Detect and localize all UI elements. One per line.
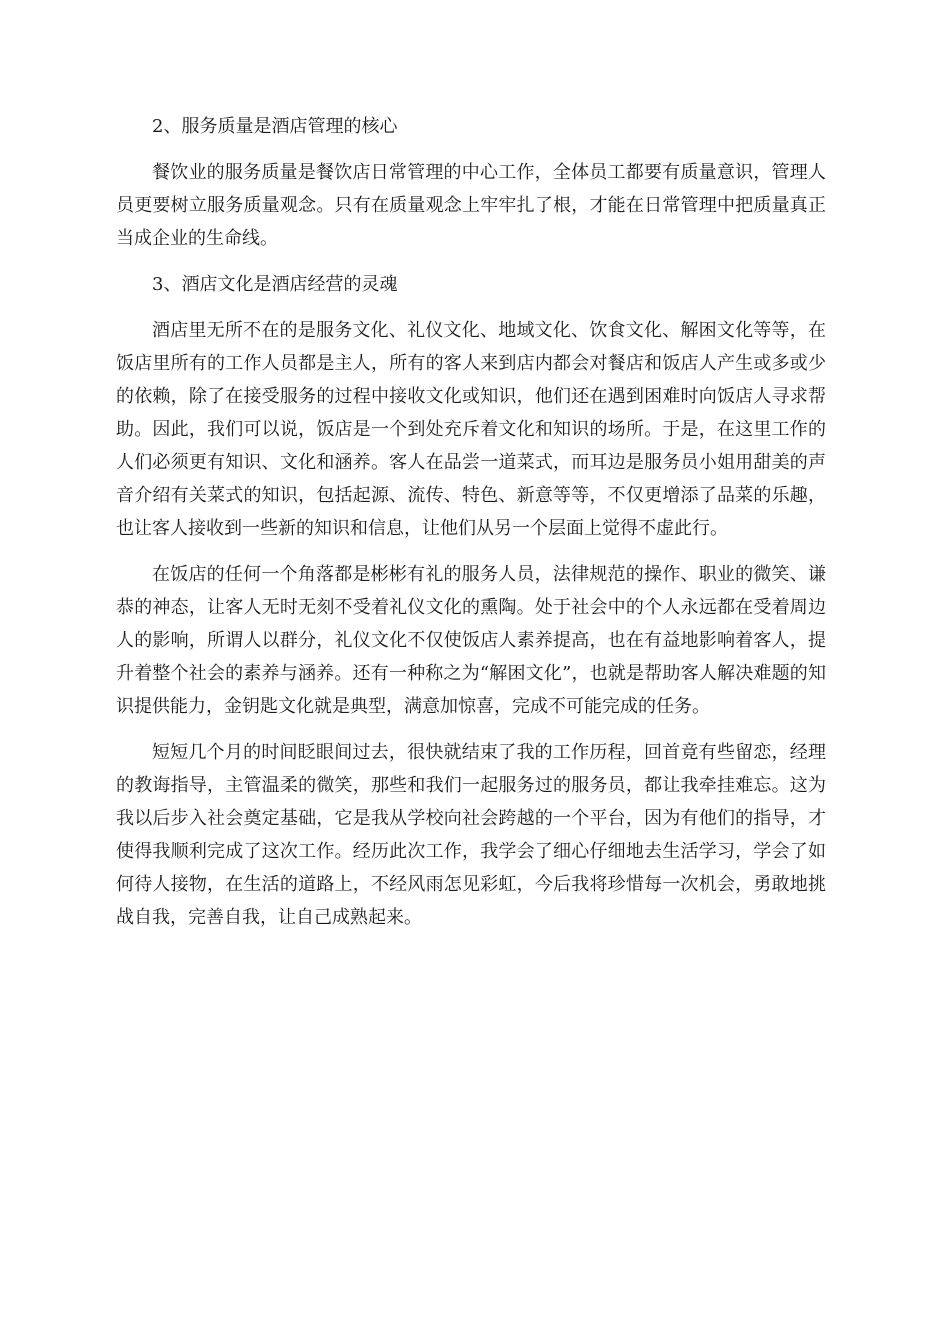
section-heading-hotel-culture: 3、酒店文化是酒店经营的灵魂 (152, 274, 398, 295)
section-heading-service-quality: 2、服务质量是酒店管理的核心 (152, 116, 398, 137)
paragraph-hotel-culture-1: 酒店里无所不在的是服务文化、礼仪文化、地域文化、饮食文化、解困文化等等，在饭店里所有的工作人员都是主人，所有的客人来到店内都会对餐店和饭店人产生或多或少的依赖，除了在接受服务的过程中接收文化或知识，他们还在遇到困难时向饭店人寻求帮助。因此，我们可以说，饭店是一个到处充斥着文化和知识的场所。于是，在这里工作的人们必须更有知识、文化和涵养。客人在品尝一道菜式，而耳边是服务员小姐用甜美的声音介绍有关菜式的知识，包括起源、流传、特色、新意等等，不仅更增添了品菜的乐趣，也让客人接收到一些新的知识和信息，让他们从另一个层面上觉得不虚此行。 (116, 320, 826, 539)
document-body (116, 110, 826, 947)
paragraph-conclusion: 短短几个月的时间眨眼间过去，很快就结束了我的工作历程，回首竟有些留恋，经理的教诲指导，主管温柔的微笑，那些和我们一起服务过的服务员，都让我牵挂难忘。这为我以后步入社会奠定基础，它是我从学校向社会跨越的一个平台，因为有他们的指导，才使得我顺利完成了这次工作。经历此次工作，我学会了细心仔细地去生活学习，学会了如何待人接物，在生活的道路上，不经风雨怎见彩虹，今后我将珍惜每一次机会，勇敢地挑战自我，完善自我，让自己成熟起来。 (116, 742, 826, 928)
paragraph-hotel-culture-2: 在饭店的任何一个角落都是彬彬有礼的服务人员，法律规范的操作、职业的微笑、谦恭的神态，让客人无时无刻不受着礼仪文化的熏陶。处于社会中的个人永远都在受着周边人的影响，所谓人以群分，礼仪文化不仅使饭店人素养提高，也在有益地影响着客人，提升着整个社会的素养与涵养。还有一种称之为“解困文化”，也就是帮助客人解决难题的知识提供能力，金钥匙文化就是典型，满意加惊喜，完成不可能完成的任务。 (116, 564, 826, 717)
paragraph-service-quality: 餐饮业的服务质量是餐饮店日常管理的中心工作，全体员工都要有质量意识，管理人员更要树立服务质量观念。只有在质量观念上牢牢扎了根，才能在日常管理中把质量真正当成企业的生命线。 (116, 162, 826, 249)
